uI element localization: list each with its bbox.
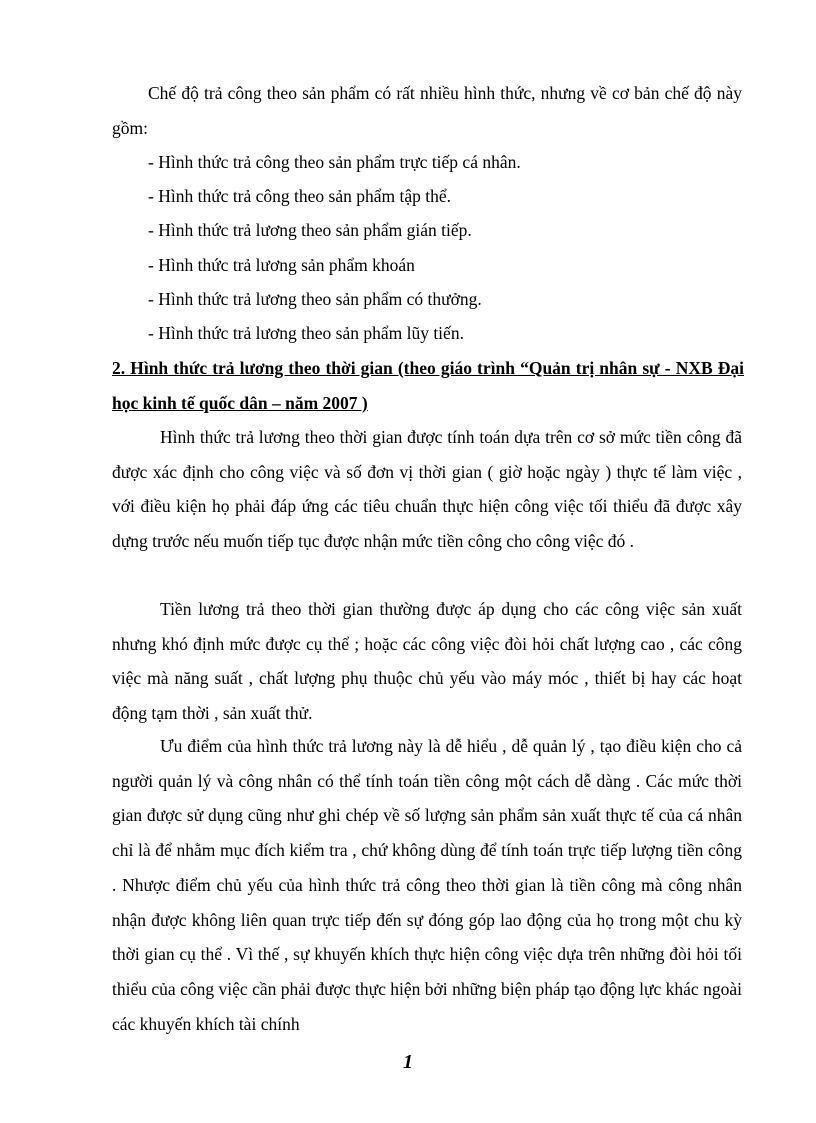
intro-paragraph: Chế độ trả công theo sản phẩm có rất nhiều hình thức, nhưng về cơ bản chế độ này gồm:: [112, 83, 742, 138]
bullet-item-2: - Hình thức trả công theo sản phẩm tập thể.: [148, 186, 452, 206]
body-paragraph-1: Hình thức trả lương theo thời gian được tính toán dựa trên cơ sở mức tiền công đã được xác định cho công việc và số đơn vị thời gian ( giờ hoặc ngày ) thực tế làm việc , với điều kiện họ phải đáp ứng các tiêu chuẩn thực hiện công việc tối thiểu đã được xây dựng trước nếu muốn tiếp tục được nhận mức tiền công cho công việc đó .: [112, 427, 742, 552]
section-heading: 2. Hình thức trả lương theo thời gian (theo giáo trình “Quản trị nhân sự - NXB Đại học kinh tế quốc dân – năm 2007 ): [112, 358, 744, 413]
bullet-item-6: - Hình thức trả lương theo sản phẩm lũy tiến.: [148, 323, 464, 343]
bullet-item-5: - Hình thức trả lương theo sản phẩm có thưởng.: [148, 289, 482, 309]
page-number: 1: [403, 1051, 413, 1073]
bullet-item-4: - Hình thức trả lương sản phẩm khoán: [148, 255, 415, 275]
body-paragraph-3: Ưu điểm của hình thức trả lương này là dễ hiểu , dễ quản lý , tạo điều kiện cho cả người quản lý và công nhân có thể tính toán tiền công một cách dễ dàng . Các mức thời gian được sử dụng cũng như ghi chép về số lượng sản phẩm sản xuất thực tế của cá nhân chỉ là để nhằm mục đích kiểm tra , chứ không dùng để tính toán trực tiếp lượng tiền công . Nhược điểm chủ yếu của hình thức trả công theo thời gian là tiền công mà công nhân nhận được không liên quan trực tiếp đến sự đóng góp lao động của họ trong một chu kỳ thời gian cụ thể . Vì thế , sự khuyến khích thực hiện công việc dựa trên những đòi hỏi tối thiểu của công việc cần phải được thực hiện bởi những biện pháp tạo động lực khác ngoài các khuyến khích tài chính: [112, 736, 742, 1034]
body-paragraph-2: Tiền lương trả theo thời gian thường được áp dụng cho các công việc sản xuất nhưng khó định mức được cụ thể ; hoặc các công việc đòi hỏi chất lượng cao , các công việc mà năng suất , chất lượng phụ thuộc chủ yếu vào máy móc , thiết bị hay các hoạt động tạm thời , sản xuất thử.: [112, 599, 742, 724]
bullet-item-3: - Hình thức trả lương theo sản phẩm gián tiếp.: [148, 220, 472, 240]
bullet-item-1: - Hình thức trả công theo sản phẩm trực tiếp cá nhân.: [148, 152, 521, 172]
